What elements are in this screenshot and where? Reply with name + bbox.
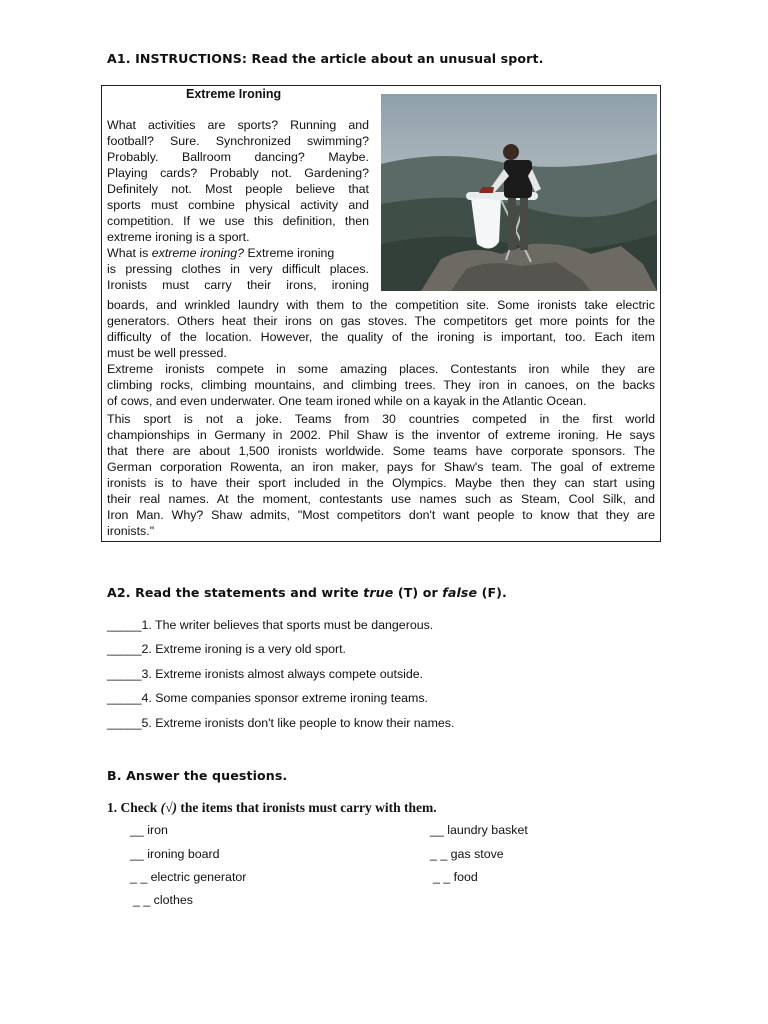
- article-line: ironists.": [107, 524, 155, 538]
- article-line: Probably. Ballroom dancing? Maybe.: [107, 150, 369, 164]
- check-mark: (√): [160, 800, 178, 815]
- article-line: extreme ironing is a sport.: [107, 230, 250, 244]
- heading-true: true: [363, 585, 394, 600]
- article-line: that there are about 1,500 ironists worldwide. Some teams have corporate sponsors. The: [107, 444, 655, 458]
- section-b-heading: B. Answer the questions.: [107, 768, 288, 783]
- option-ironing-board[interactable]: __ ironing board: [130, 847, 220, 861]
- article-line: of cows, and even underwater. One team ironed while on a kayak in the Atlantic Ocean.: [107, 394, 587, 408]
- option-laundry-basket[interactable]: __ laundry basket: [430, 823, 528, 837]
- question-text: 1. Check: [107, 800, 161, 815]
- article-line: sports must combine physical activity and: [107, 198, 369, 212]
- article-text: What is: [107, 246, 152, 260]
- article-line: Playing cards? Probably not. Gardening?: [107, 166, 369, 180]
- article-line-mixed: [107, 245, 369, 261]
- question-1: [107, 800, 437, 816]
- statement-1[interactable]: _____1. The writer believes that sports must be dangerous.: [107, 618, 434, 632]
- article-line: Iron Man. Why? Shaw admits, "Most competitors don't want people to know that they are: [107, 508, 655, 522]
- article-title: Extreme Ironing: [186, 87, 282, 101]
- person-ironing-on-mountain-photo: [381, 94, 657, 291]
- heading-text: A2. Read the statements and write: [107, 585, 364, 600]
- article-line: championships in Germany in 2002. Phil Shaw is the inventor of extreme ironing. He says: [107, 428, 655, 442]
- heading-text: (F).: [477, 585, 507, 600]
- option-clothes[interactable]: _ _ clothes: [133, 893, 193, 907]
- option-iron[interactable]: __ iron: [130, 823, 168, 837]
- article-line: Definitely not. Most people believe that: [107, 182, 369, 196]
- article-line: This sport is not a joke. Teams from 30 countries competed in the first world: [107, 412, 655, 426]
- statement-2[interactable]: _____2. Extreme ironing is a very old sport.: [107, 642, 346, 656]
- article-line: German corporation Rowenta, an iron maker, pays for Shaw's team. The goal of extreme: [107, 460, 655, 474]
- option-electric-generator[interactable]: _ _ electric generator: [130, 870, 247, 884]
- article-line: must be well pressed.: [107, 346, 227, 360]
- article-line: Extreme ironists compete in some amazing places. Contestants iron while they are: [107, 362, 655, 376]
- question-text: the items that ironists must carry with them.: [177, 800, 437, 815]
- statement-5[interactable]: _____5. Extreme ironists don't like people to know their names.: [107, 716, 455, 730]
- article-line: football? Sure. Synchronized swimming?: [107, 134, 369, 148]
- option-food[interactable]: _ _ food: [433, 870, 478, 884]
- heading-text: (T) or: [393, 585, 443, 600]
- option-gas-stove[interactable]: _ _ gas stove: [430, 847, 504, 861]
- article-line: climbing rocks, climbing mountains, and climbing trees. They iron in canoes, on the backs: [107, 378, 655, 392]
- statement-4[interactable]: _____4. Some companies sponsor extreme ironing teams.: [107, 691, 428, 705]
- article-line: difficulty of the location. However, the quality of the ironing is important, too. Each item: [107, 330, 655, 344]
- article-line: ironists is to have their sport included in the Olympics. Maybe then they can start using: [107, 476, 655, 490]
- article-line: is pressing clothes in very difficult places.: [107, 262, 369, 276]
- section-a1-heading: A1. INSTRUCTIONS: Read the article about an unusual sport.: [107, 51, 544, 66]
- section-a2-heading: [107, 585, 507, 600]
- article-line: competition. If we use this definition, then: [107, 214, 369, 228]
- article-emphasis: extreme ironing?: [151, 246, 245, 260]
- statement-3[interactable]: _____3. Extreme ironists almost always compete outside.: [107, 667, 424, 681]
- article-line: boards, and wrinkled laundry with them to the competition site. Some ironists take electric: [107, 298, 655, 312]
- article-text: Extreme ironing: [244, 246, 335, 260]
- heading-false: false: [442, 585, 478, 600]
- article-line: Ironists must carry their irons, ironing: [107, 278, 369, 292]
- article-line: What activities are sports? Running and: [107, 118, 369, 132]
- article-line: generators. Others heat their irons on gas stoves. The competitors get more points for the: [107, 314, 655, 328]
- article-line: their real names. At the moment, contestants use names such as Steam, Cool Silk, and: [107, 492, 655, 506]
